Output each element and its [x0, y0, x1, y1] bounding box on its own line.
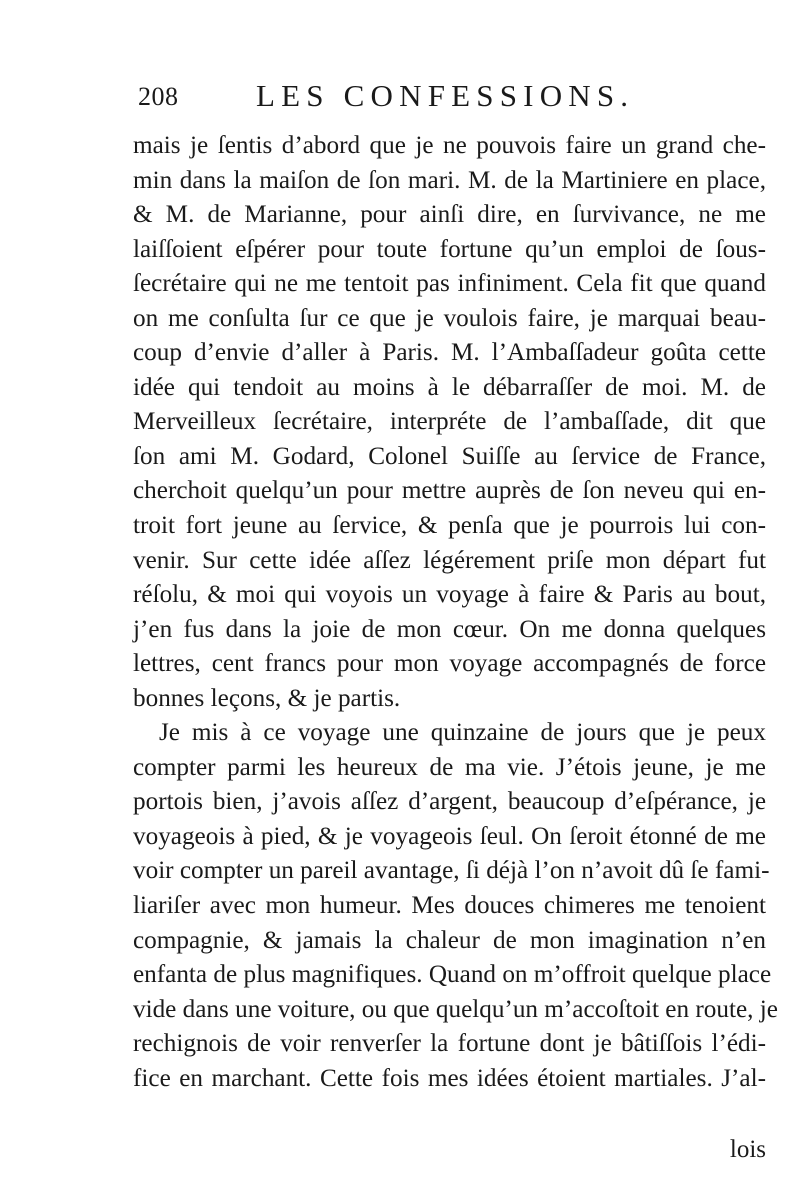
text-line: coup d’envie d’aller à Paris. M. l’Ambaſſadeur goûta cette [133, 339, 766, 367]
text-line: rechignois de voir renverſer la fortune dont je bâtiſſois l’édi- [133, 1030, 766, 1058]
text-line: voyageois à pied, & je voyageois ſeul. On ſeroit étonné de me [133, 822, 766, 850]
text-line: compagnie, & jamais la chaleur de mon imagination n’en [133, 926, 766, 954]
text-line: Merveilleux ſecrétaire, interpréte de l’ambaſſade, dit que [133, 408, 766, 436]
page-header [138, 74, 665, 118]
text-line: troit fort jeune au ſervice, & penſa que je pourrois lui con- [133, 512, 766, 540]
text-line: bonnes leçons, & je partis. [133, 684, 401, 712]
text-line: cherchoit quelqu’un pour mettre auprès de ſon neveu qui en- [133, 477, 766, 505]
text-line: ſecrétaire qui ne me tentoit pas infiniment. Cela fit que quand [133, 270, 766, 298]
text-line: venir. Sur cette idée aſſez légérement priſe mon départ fut [133, 546, 766, 574]
text-line: enfanta de plus magnifiques. Quand on m’offroit quelque place [133, 961, 772, 989]
text-line: liariſer avec mon humeur. Mes douces chimeres me tenoient [133, 892, 766, 920]
text-line: laiſſoient eſpérer pour toute fortune qu’un emploi de ſous- [133, 235, 766, 263]
catchword: lois [729, 1136, 766, 1163]
text-line: idée qui tendoit au moins à le débarraſſer de moi. M. de [133, 373, 766, 401]
text-line: min dans la maiſon de ſon mari. M. de la Martiniere en place, [133, 166, 766, 194]
text-line: ſon ami M. Godard, Colonel Suiſſe au ſervice de France, [133, 442, 766, 470]
running-title: LES CONFESSIONS. [256, 78, 635, 113]
text-line: mais je ſentis d’abord que je ne pouvois faire un grand che- [133, 132, 766, 159]
text-line: réſolu, & moi qui voyois un voyage à faire & Paris au bout, [133, 581, 766, 609]
text-line: Je mis à ce voyage une quinzaine de jours que je peux [159, 719, 766, 747]
text-line: lettres, cent francs pour mon voyage accompagnés de force [133, 650, 766, 678]
text-line: & M. de Marianne, pour ainſi dire, en ſurvivance, ne me [133, 201, 766, 229]
text-line: on me conſulta ſur ce que je voulois faire, je marquai beau- [133, 304, 766, 332]
text-line: vide dans une voiture, ou que quelqu’un m’accoſtoit en route, je [133, 995, 778, 1023]
page-number: 208 [138, 82, 179, 111]
text-line: j’en fus dans la joie de mon cœur. On me donna quelques [133, 615, 766, 643]
text-line: compter parmi les heureux de ma vie. J’étois jeune, je me [133, 753, 766, 781]
text-line: voir compter un pareil avantage, ſi déjà l’on n’avoit dû ſe fami- [133, 857, 770, 885]
text-line: fice en marchant. Cette fois mes idées étoient martiales. J’al- [133, 1064, 766, 1092]
body-text [133, 129, 778, 1096]
text-line: portois bien, j’avois aſſez d’argent, beaucoup d’eſpérance, je [133, 788, 766, 816]
